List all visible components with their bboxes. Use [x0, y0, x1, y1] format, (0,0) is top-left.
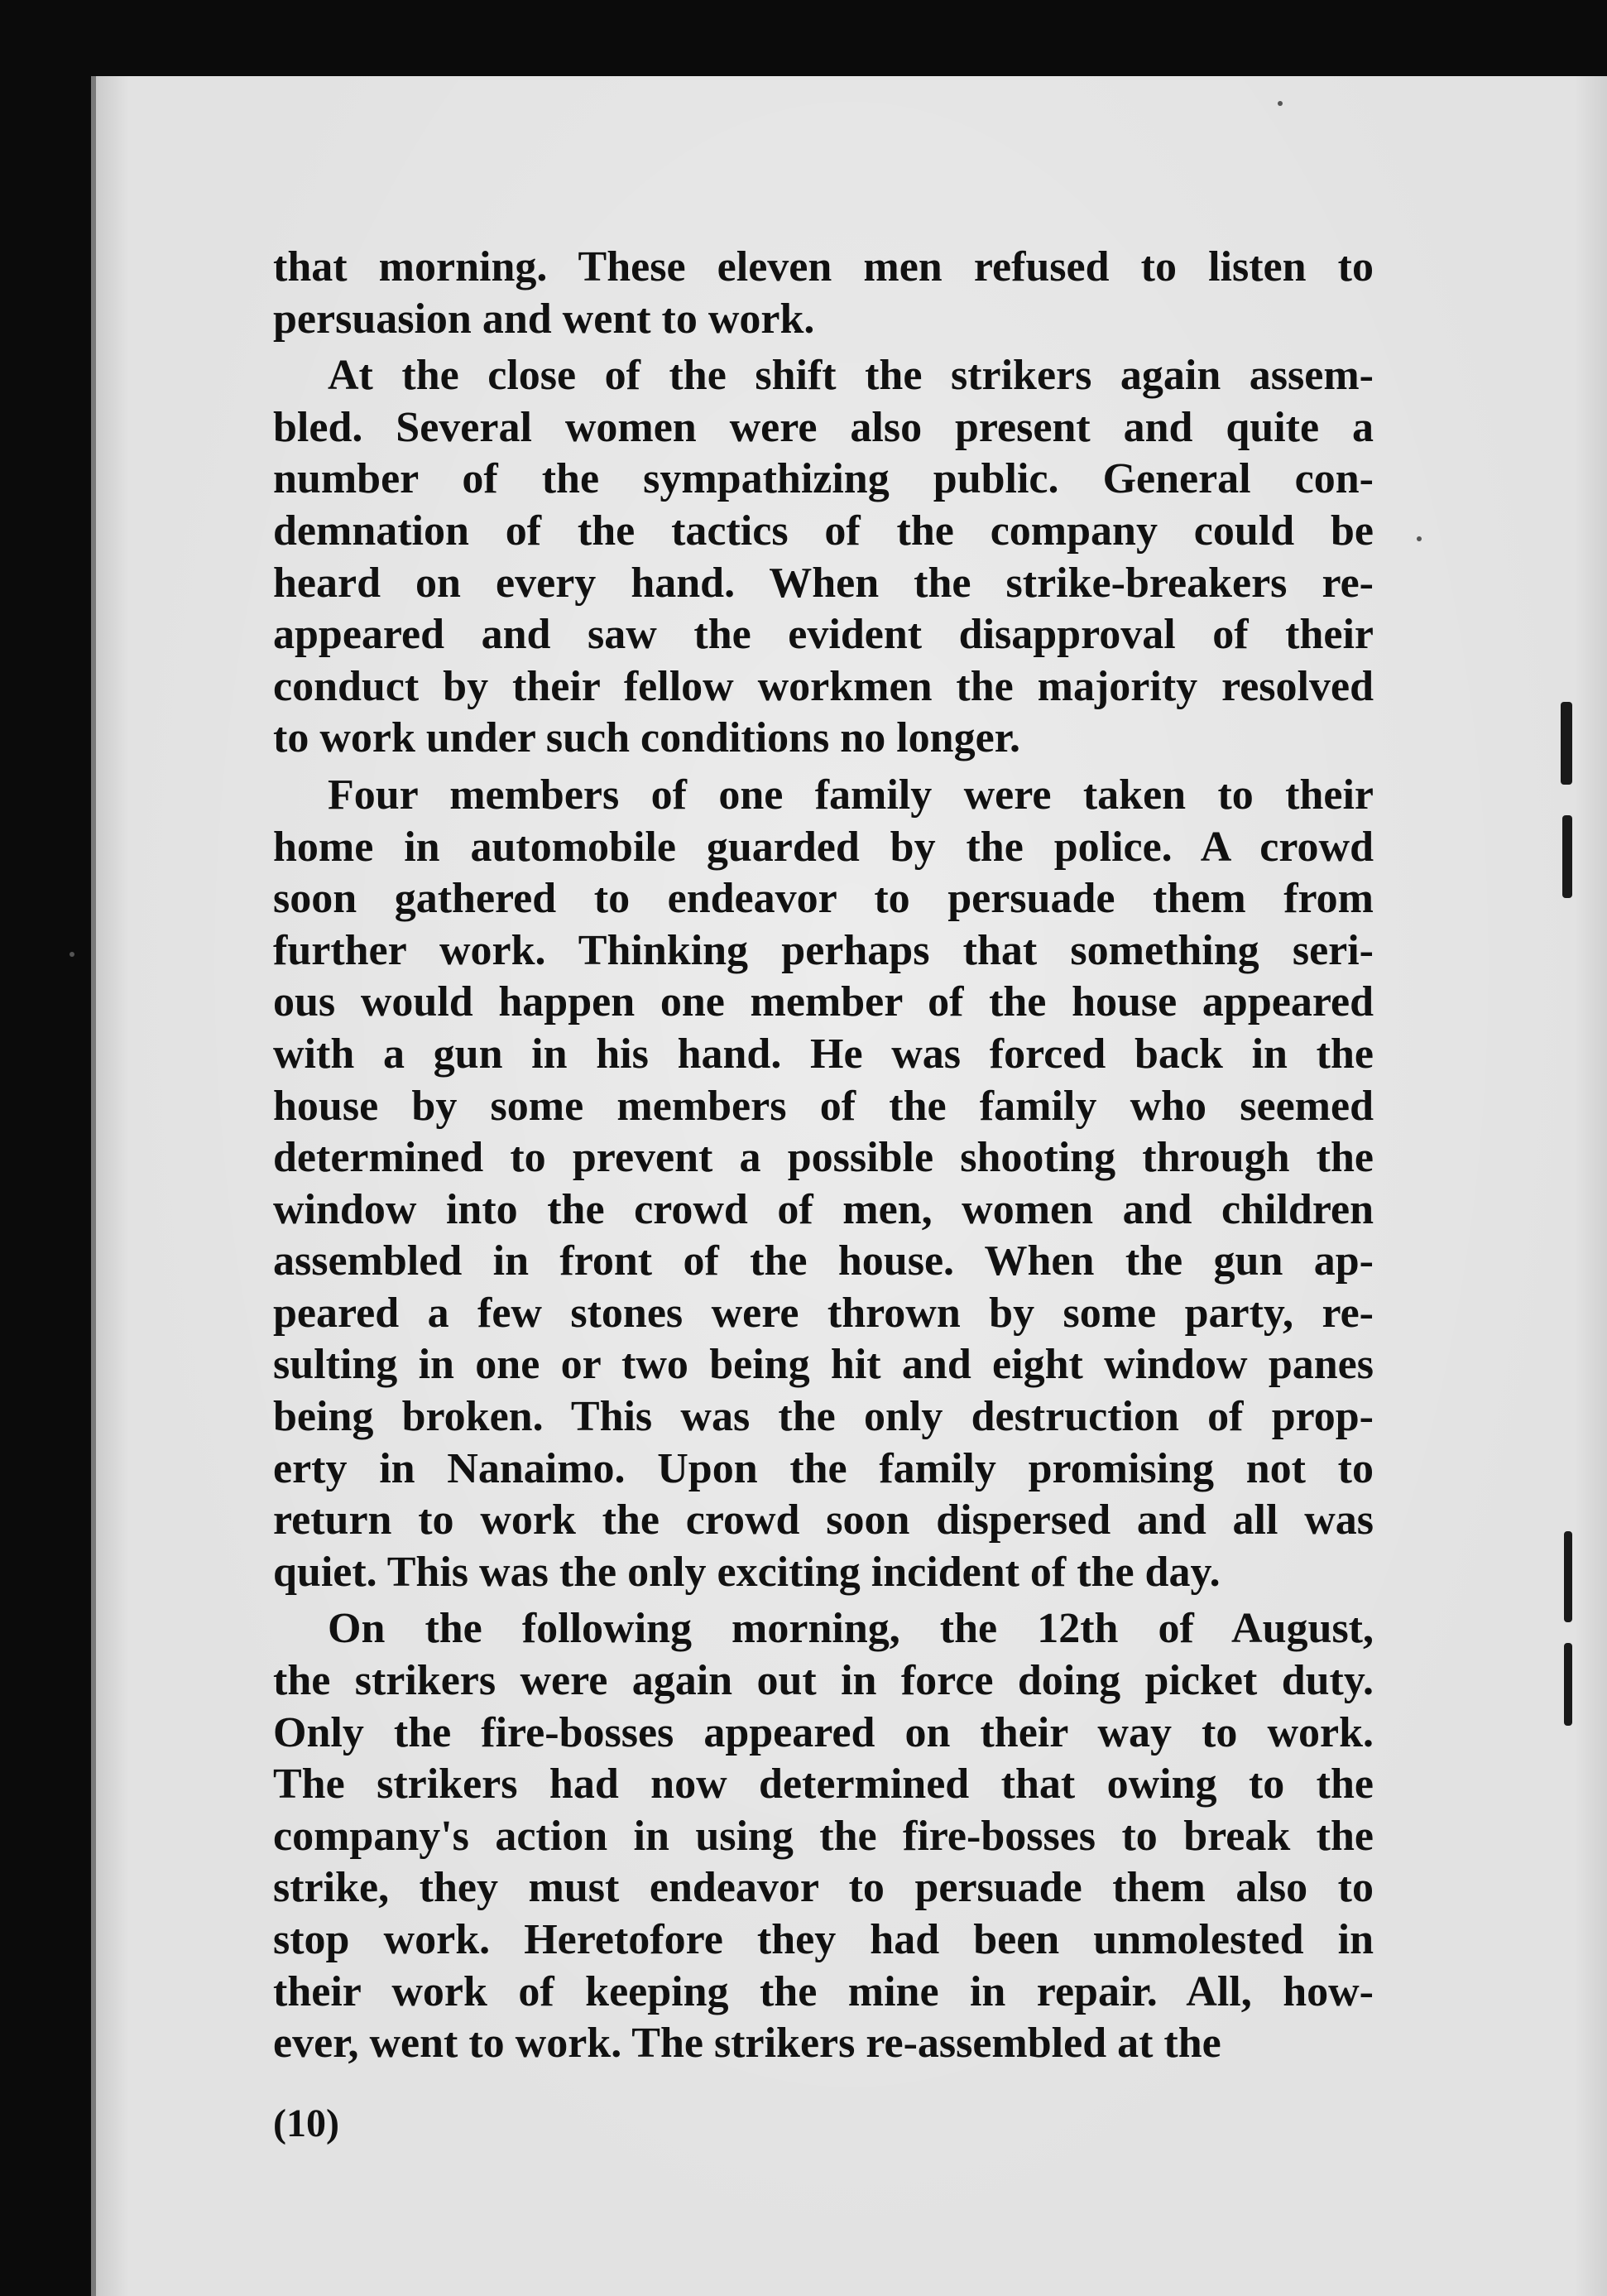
text-line: being broken. This was the only destruction of prop- — [273, 1393, 1374, 1441]
paragraph — [273, 350, 1374, 765]
paper-speck — [1278, 101, 1283, 106]
text-line: peared a few stones were thrown by some party, re- — [273, 1289, 1374, 1337]
text-line: strike, they must endeavor to persuade them also to — [273, 1864, 1374, 1912]
text-line: further work. Thinking perhaps that something seri- — [273, 926, 1374, 974]
body-text — [273, 242, 1374, 2075]
text-line: bled. Several women were also present and quite a — [273, 403, 1374, 451]
paper-speck — [70, 952, 74, 957]
text-line: return to work the crowd soon dispersed and all was — [273, 1496, 1374, 1544]
text-line: erty in Nanaimo. Upon the family promising not to — [273, 1444, 1374, 1492]
text-line: determined to prevent a possible shooting through the — [273, 1134, 1374, 1182]
text-line: ous would happen one member of the house appeared — [273, 978, 1374, 1026]
text-line: The strikers had now determined that owing to the — [273, 1760, 1374, 1808]
binding-mark — [1562, 815, 1572, 898]
text-line: home in automobile guarded by the police. A crowd — [273, 823, 1374, 871]
text-line: quiet. This was the only exciting incident of the day. — [273, 1548, 1221, 1596]
text-line: the strikers were again out in force doing picket duty. — [273, 1657, 1374, 1705]
text-line: to work under such conditions no longer. — [273, 714, 1020, 762]
paragraph — [273, 770, 1374, 1599]
paper-speck — [1417, 536, 1422, 541]
text-line: demnation of the tactics of the company could be — [273, 507, 1374, 555]
text-line: Four members of one family were taken to their — [328, 771, 1374, 819]
text-line: Only the fire-bosses appeared on their way to work. — [273, 1708, 1374, 1756]
text-line: sulting in one or two being hit and eight window panes — [273, 1341, 1374, 1389]
page-number: (10) — [273, 2101, 339, 2145]
text-line: appeared and saw the evident disapproval of their — [273, 611, 1374, 659]
text-line: their work of keeping the mine in repair. All, how- — [273, 1967, 1374, 2015]
text-line: stop work. Heretofore they had been unmolested in — [273, 1916, 1374, 1963]
text-line: ever, went to work. The strikers re-assembled at the — [273, 2020, 1221, 2068]
text-line: At the close of the shift the strikers again assem- — [328, 352, 1374, 400]
paragraph — [273, 242, 1374, 345]
binding-mark — [1564, 1531, 1572, 1622]
text-line: soon gathered to endeavor to persuade them from — [273, 875, 1374, 923]
binding-mark — [1561, 702, 1572, 785]
text-line: with a gun in his hand. He was forced back in the — [273, 1030, 1374, 1078]
text-line: conduct by their fellow workmen the majority resolved — [273, 662, 1374, 710]
text-line: On the following morning, the 12th of August, — [328, 1605, 1374, 1653]
paragraph — [273, 1603, 1374, 2069]
text-line: window into the crowd of men, women and children — [273, 1185, 1374, 1233]
page-edge-shadow — [1574, 76, 1607, 2296]
text-line: number of the sympathizing public. General con- — [273, 455, 1374, 503]
binding-mark — [1564, 1643, 1572, 1726]
text-line: that morning. These eleven men refused to listen to — [273, 243, 1374, 291]
text-line: company's action in using the fire-bosses to break the — [273, 1812, 1374, 1860]
text-line: assembled in front of the house. When the gun ap- — [273, 1237, 1374, 1285]
text-line: house by some members of the family who seemed — [273, 1082, 1374, 1130]
text-line: heard on every hand. When the strike-breakers re- — [273, 559, 1374, 607]
text-line: persuasion and went to work. — [273, 295, 815, 343]
